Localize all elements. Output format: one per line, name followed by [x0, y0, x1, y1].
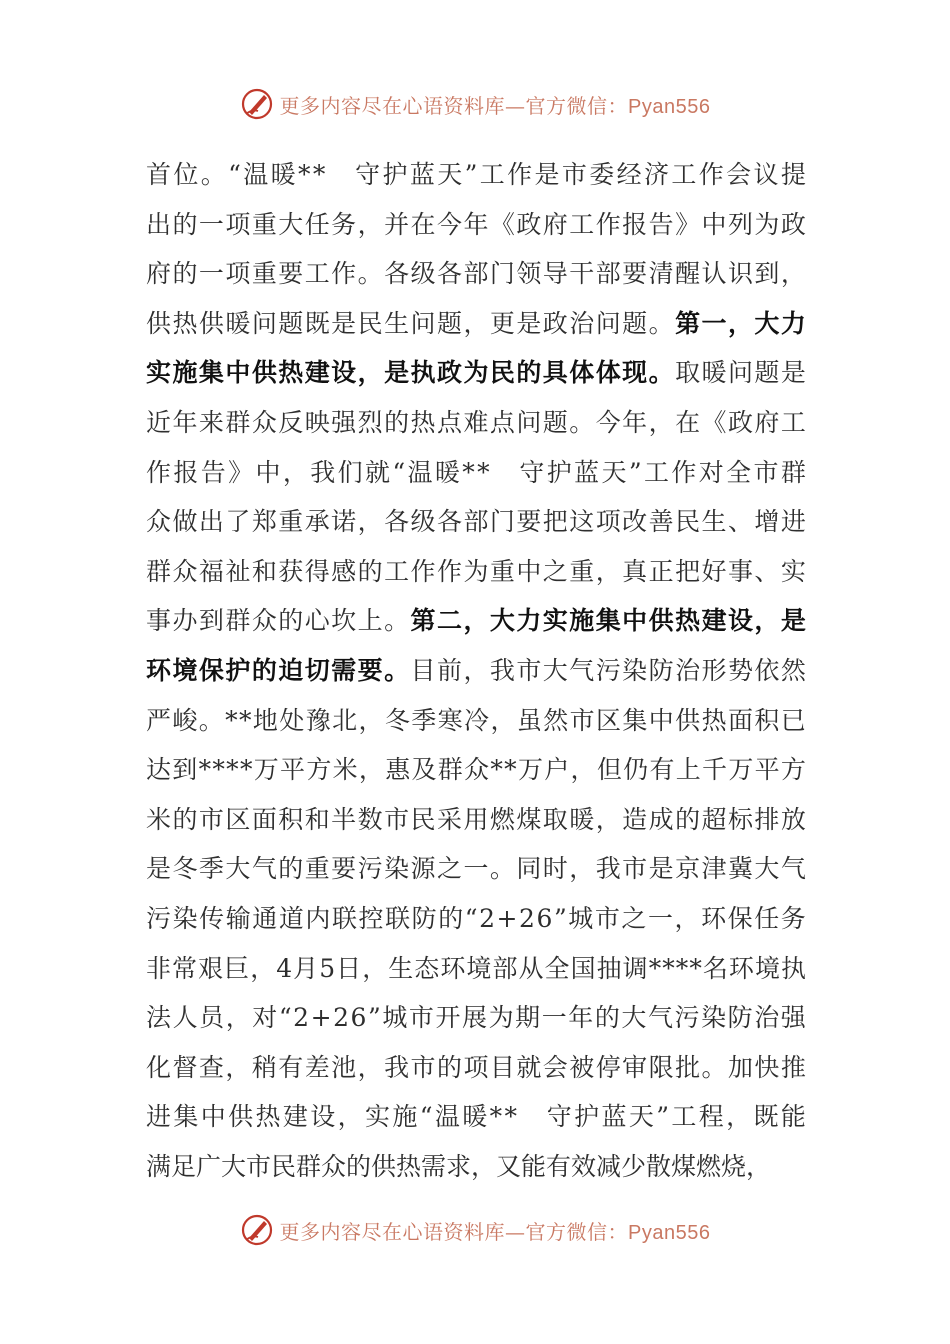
banner-text — [280, 1216, 711, 1245]
banner-label: 更多内容尽在心语资料库—官方微信： — [279, 93, 629, 118]
pen-in-circle-logo-icon — [240, 1213, 274, 1247]
document-body — [146, 150, 806, 1191]
text-line: 供 热 供 暖 问 题 既 是 民 生 问 题 ， 更 是 政 治 问 题 。 第 一 ， 大 力 — [146, 308, 806, 338]
text-line: 污 染 传 输 通 道 内 联 控 联 防 的 “ 2 + 2 6 ” 城 市 之 一 ， 环 保 任 务 — [146, 903, 806, 933]
text-line: 非 常 艰 巨 ， 4 月 5 日 ， 生 态 环 境 部 从 全 国 抽 调 * * * * 名 环 境 执 — [146, 953, 806, 983]
text-line: 化 督 查 ， 稍 有 差 池 ， 我 市 的 项 目 就 会 被 停 审 限 批 。 加 快 推 — [146, 1052, 806, 1082]
text-line: 是 冬 季 大 气 的 重 要 污 染 源 之 一 。 同 时 ， 我 市 是 京 津 冀 大 气 — [146, 854, 806, 884]
wechat-handle: Pyan556 — [628, 1221, 711, 1244]
text-line: 实 施 集 中 供 热 建 设 ， 是 执 政 为 民 的 具 体 体 现 。 取 暖 问 题 是 — [146, 358, 806, 388]
text-line: 进 集 中 供 热 建 设 ， 实 施 “ 温 暖 * * 守 护 蓝 天 ” 工 程 ， 既 能 — [146, 1102, 806, 1132]
text-line: 众 做 出 了 郑 重 承 诺 ， 各 级 各 部 门 要 把 这 项 改 善 民 生 、 增 进 — [146, 507, 806, 537]
wechat-handle: Pyan556 — [628, 95, 711, 118]
footer-banner — [0, 1210, 950, 1250]
text-line: 法 人 员 ， 对 “ 2 + 2 6 ” 城 市 开 展 为 期 一 年 的 大 气 污 染 防 治 强 — [146, 1003, 806, 1033]
text-line: 府 的 一 项 重 要 工 作 。 各 级 各 部 门 领 导 干 部 要 清 醒 认 识 到 ， — [146, 259, 806, 289]
pen-in-circle-logo-icon — [240, 87, 274, 121]
text-line: 米 的 市 区 面 积 和 半 数 市 民 采 用 燃 煤 取 暖 ， 造 成 的 超 标 排 放 — [146, 804, 806, 834]
text-line: 严 峻 。 * * 地 处 豫 北 ， 冬 季 寒 冷 ， 虽 然 市 区 集 中 供 热 面 积 已 — [146, 705, 806, 735]
text-line: 近 年 来 群 众 反 映 强 烈 的 热 点 难 点 问 题 。 今 年 ， 在 《 政 府 工 — [146, 407, 806, 437]
text-line: 达 到 * * * * 万 平 方 米 ， 惠 及 群 众 * * 万 户 ， 但 仍 有 上 千 万 平 方 — [146, 755, 806, 785]
banner-label: 更多内容尽在心语资料库—官方微信： — [279, 1219, 629, 1244]
text-line: 环 境 保 护 的 迫 切 需 要 。 目 前 ， 我 市 大 气 污 染 防 治 形 势 依 然 — [146, 655, 806, 685]
banner-text — [280, 90, 711, 119]
text-line: 群 众 福 祉 和 获 得 感 的 工 作 作 为 重 中 之 重 ， 真 正 把 好 事 、 实 — [146, 556, 806, 586]
header-banner — [0, 84, 950, 124]
text-line: 作 报 告 》 中 ， 我 们 就 “ 温 暖 * * 守 护 蓝 天 ” 工 作 对 全 市 群 — [146, 457, 806, 487]
text-line: 事 办 到 群 众 的 心 坎 上 。 第 二 ， 大 力 实 施 集 中 供 热 建 设 ， 是 — [146, 606, 806, 636]
text-line: 满足广大市民群众的供热需求，又能有效减少散煤燃烧， — [146, 1151, 772, 1181]
text-line: 出 的 一 项 重 大 任 务 ， 并 在 今 年 《 政 府 工 作 报 告 》 中 列 为 政 — [146, 209, 806, 239]
text-line: 首 位 。 “ 温 暖 * * 守 护 蓝 天 ” 工 作 是 市 委 经 济 工 作 会 议 提 — [146, 160, 806, 189]
